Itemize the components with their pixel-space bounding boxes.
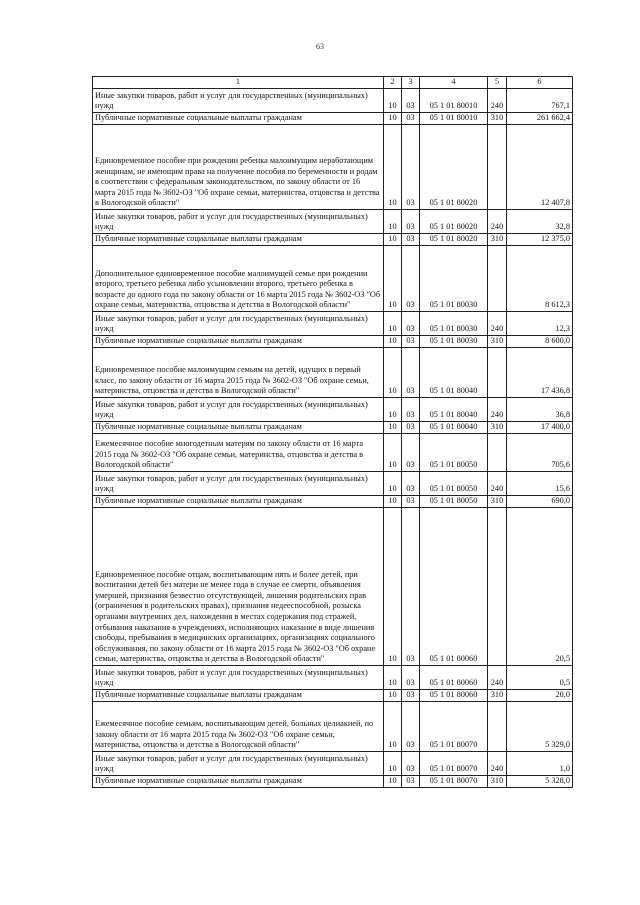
item-name: Публичные нормативные социальные выплаты гражданам [93, 690, 384, 702]
section-code: 10 [384, 472, 402, 496]
target-article-code: 05 1 01 80050 [420, 434, 488, 472]
amount: 0,5 [507, 666, 573, 690]
item-name: Единовременное пособие отцам, воспитывающим пять и более детей, при воспитании детей без матери не менее года в случае ее смерти, объявления умершей, признания безвестно отсутствующей, лишения родительских прав (ограничения в родительских правах), признания недееспособной, розыска органами внутренних дел, нахождения в местах содержания под стражей, отбывания наказания в учреждениях, исполняющих наказание в виде лишения свободы, пребывания в медицинских организациях, организациях социального обслуживания, по закону области от 16 марта 2015 года № 3602-ОЗ "Об охране семьи, материнства, отцовства и детства в Вологодской области" [93, 508, 384, 666]
section-code: 10 [384, 336, 402, 348]
section-code: 10 [384, 312, 402, 336]
item-name: Иные закупки товаров, работ и услуг для государственных (муниципальных) нужд [93, 398, 384, 422]
item-name: Публичные нормативные социальные выплаты гражданам [93, 113, 384, 125]
target-article-code: 05 1 01 80010 [420, 113, 488, 125]
expense-type-code: 240 [488, 89, 507, 113]
amount: 8 600,0 [507, 336, 573, 348]
expense-type-code: 310 [488, 336, 507, 348]
section-code: 10 [384, 752, 402, 776]
section-code: 10 [384, 234, 402, 246]
amount: 12 407,8 [507, 125, 573, 210]
amount: 5 329,0 [507, 702, 573, 752]
item-name: Ежемесячное пособие многодетным матерям по закону области от 16 марта 2015 года № 3602-ОЗ "Об охране семьи, материнства, отцовства и детства в Вологодской области" [93, 434, 384, 472]
table-row [93, 398, 573, 422]
amount: 261 662,4 [507, 113, 573, 125]
expense-type-code: 240 [488, 210, 507, 234]
subsection-code: 03 [402, 776, 420, 788]
section-code: 10 [384, 508, 402, 666]
amount: 36,8 [507, 398, 573, 422]
table-row [93, 752, 573, 776]
item-name: Иные закупки товаров, работ и услуг для государственных (муниципальных) нужд [93, 89, 384, 113]
section-code: 10 [384, 348, 402, 398]
table-row [93, 234, 573, 246]
subsection-code: 03 [402, 113, 420, 125]
subsection-code: 03 [402, 336, 420, 348]
section-code: 10 [384, 434, 402, 472]
subsection-code: 03 [402, 89, 420, 113]
section-code: 10 [384, 422, 402, 434]
table-row [93, 125, 573, 210]
amount: 32,8 [507, 210, 573, 234]
table-row [93, 690, 573, 702]
item-name: Публичные нормативные социальные выплаты гражданам [93, 336, 384, 348]
table-row [93, 496, 573, 508]
item-name: Публичные нормативные социальные выплаты гражданам [93, 496, 384, 508]
subsection-code: 03 [402, 752, 420, 776]
target-article-code: 05 1 01 80040 [420, 348, 488, 398]
expense-type-code: 240 [488, 666, 507, 690]
subsection-code: 03 [402, 702, 420, 752]
amount: 1,0 [507, 752, 573, 776]
expense-type-code [488, 125, 507, 210]
table-row [93, 246, 573, 312]
expense-type-code: 310 [488, 234, 507, 246]
target-article-code: 05 1 01 80070 [420, 752, 488, 776]
target-article-code: 05 1 01 80070 [420, 702, 488, 752]
section-code: 10 [384, 666, 402, 690]
amount: 20,0 [507, 690, 573, 702]
item-name: Публичные нормативные социальные выплаты гражданам [93, 422, 384, 434]
target-article-code: 05 1 01 80050 [420, 472, 488, 496]
column-header: 6 [507, 77, 573, 89]
subsection-code: 03 [402, 472, 420, 496]
amount: 15,6 [507, 472, 573, 496]
amount: 705,6 [507, 434, 573, 472]
section-code: 10 [384, 702, 402, 752]
table-row [93, 422, 573, 434]
subsection-code: 03 [402, 246, 420, 312]
expense-type-code [488, 702, 507, 752]
section-code: 10 [384, 89, 402, 113]
amount: 5 328,0 [507, 776, 573, 788]
section-code: 10 [384, 113, 402, 125]
target-article-code: 05 1 01 80030 [420, 336, 488, 348]
table-row [93, 666, 573, 690]
amount: 17 436,8 [507, 348, 573, 398]
target-article-code: 05 1 01 80020 [420, 234, 488, 246]
amount: 12,3 [507, 312, 573, 336]
expense-type-code [488, 434, 507, 472]
subsection-code: 03 [402, 312, 420, 336]
subsection-code: 03 [402, 348, 420, 398]
amount: 17 400,0 [507, 422, 573, 434]
table-row [93, 89, 573, 113]
expense-type-code [488, 348, 507, 398]
section-code: 10 [384, 776, 402, 788]
table-row [93, 113, 573, 125]
subsection-code: 03 [402, 496, 420, 508]
expense-type-code [488, 246, 507, 312]
table-row [93, 336, 573, 348]
table-row [93, 312, 573, 336]
subsection-code: 03 [402, 398, 420, 422]
target-article-code: 05 1 01 80040 [420, 422, 488, 434]
subsection-code: 03 [402, 690, 420, 702]
expense-type-code: 240 [488, 752, 507, 776]
expense-type-code: 310 [488, 776, 507, 788]
expense-type-code: 240 [488, 472, 507, 496]
section-code: 10 [384, 496, 402, 508]
amount: 8 612,3 [507, 246, 573, 312]
table-row [93, 776, 573, 788]
section-code: 10 [384, 125, 402, 210]
target-article-code: 05 1 01 80030 [420, 312, 488, 336]
amount: 20,5 [507, 508, 573, 666]
subsection-code: 03 [402, 434, 420, 472]
item-name: Публичные нормативные социальные выплаты гражданам [93, 776, 384, 788]
subsection-code: 03 [402, 234, 420, 246]
table-body [93, 89, 573, 788]
expense-type-code: 310 [488, 496, 507, 508]
item-name: Иные закупки товаров, работ и услуг для государственных (муниципальных) нужд [93, 752, 384, 776]
table-row [93, 348, 573, 398]
target-article-code: 05 1 01 80060 [420, 690, 488, 702]
column-header: 5 [488, 77, 507, 89]
column-header: 3 [402, 77, 420, 89]
target-article-code: 05 1 01 80020 [420, 125, 488, 210]
table-row [93, 472, 573, 496]
item-name: Иные закупки товаров, работ и услуг для государственных (муниципальных) нужд [93, 472, 384, 496]
target-article-code: 05 1 01 80010 [420, 89, 488, 113]
target-article-code: 05 1 01 80060 [420, 666, 488, 690]
section-code: 10 [384, 398, 402, 422]
section-code: 10 [384, 690, 402, 702]
expense-type-code: 240 [488, 398, 507, 422]
table-row [93, 434, 573, 472]
target-article-code: 05 1 01 80060 [420, 508, 488, 666]
subsection-code: 03 [402, 422, 420, 434]
table-row [93, 702, 573, 752]
amount: 767,1 [507, 89, 573, 113]
section-code: 10 [384, 210, 402, 234]
item-name: Иные закупки товаров, работ и услуг для государственных (муниципальных) нужд [93, 666, 384, 690]
page-number: 63 [316, 42, 324, 51]
column-header: 4 [420, 77, 488, 89]
item-name: Дополнительное единовременное пособие малоимущей семье при рождении второго, третьего ребенка либо усыновлении второго, третьего ребенка в возрасте до одного года по закону области от 16 марта 2015 года № 3602-ОЗ "Об охране семьи, материнства, отцовства и детства в Вологодской области" [93, 246, 384, 312]
item-name: Единовременное пособие при рождении ребенка малоимущим неработающим женщинам, не имеющим права на получение пособия по беременности и родам в соответствии с федеральным законодательством, по закону области от 16 марта 2015 года № 3602-ОЗ "Об охране семьи, материнства, отцовства и детства в Вологодской области" [93, 125, 384, 210]
expense-type-code: 310 [488, 690, 507, 702]
expense-type-code: 310 [488, 113, 507, 125]
target-article-code: 05 1 01 80030 [420, 246, 488, 312]
expense-type-code [488, 508, 507, 666]
section-code: 10 [384, 246, 402, 312]
budget-table [92, 76, 573, 788]
table-header-row [93, 77, 573, 89]
target-article-code: 05 1 01 80070 [420, 776, 488, 788]
amount: 12 375,0 [507, 234, 573, 246]
table-row [93, 508, 573, 666]
subsection-code: 03 [402, 666, 420, 690]
subsection-code: 03 [402, 125, 420, 210]
expense-type-code: 310 [488, 422, 507, 434]
subsection-code: 03 [402, 210, 420, 234]
amount: 690,0 [507, 496, 573, 508]
column-header: 2 [384, 77, 402, 89]
target-article-code: 05 1 01 80040 [420, 398, 488, 422]
item-name: Иные закупки товаров, работ и услуг для государственных (муниципальных) нужд [93, 210, 384, 234]
target-article-code: 05 1 01 80020 [420, 210, 488, 234]
item-name: Иные закупки товаров, работ и услуг для государственных (муниципальных) нужд [93, 312, 384, 336]
target-article-code: 05 1 01 80050 [420, 496, 488, 508]
table-row [93, 210, 573, 234]
expense-type-code: 240 [488, 312, 507, 336]
item-name: Единовременное пособие малоимущим семьям на детей, идущих в первый класс, по закону области от 16 марта 2015 года № 3602-ОЗ "Об охране семьи, материнства, отцовства и детства в Вологодской области" [93, 348, 384, 398]
item-name: Ежемесячное пособие семьям, воспитывающим детей, больных целиакией, по закону области от 16 марта 2015 года № 3602-ОЗ "Об охране семьи, материнства, отцовства и детства в Вологодской области" [93, 702, 384, 752]
item-name: Публичные нормативные социальные выплаты гражданам [93, 234, 384, 246]
subsection-code: 03 [402, 508, 420, 666]
column-header: 1 [93, 77, 384, 89]
